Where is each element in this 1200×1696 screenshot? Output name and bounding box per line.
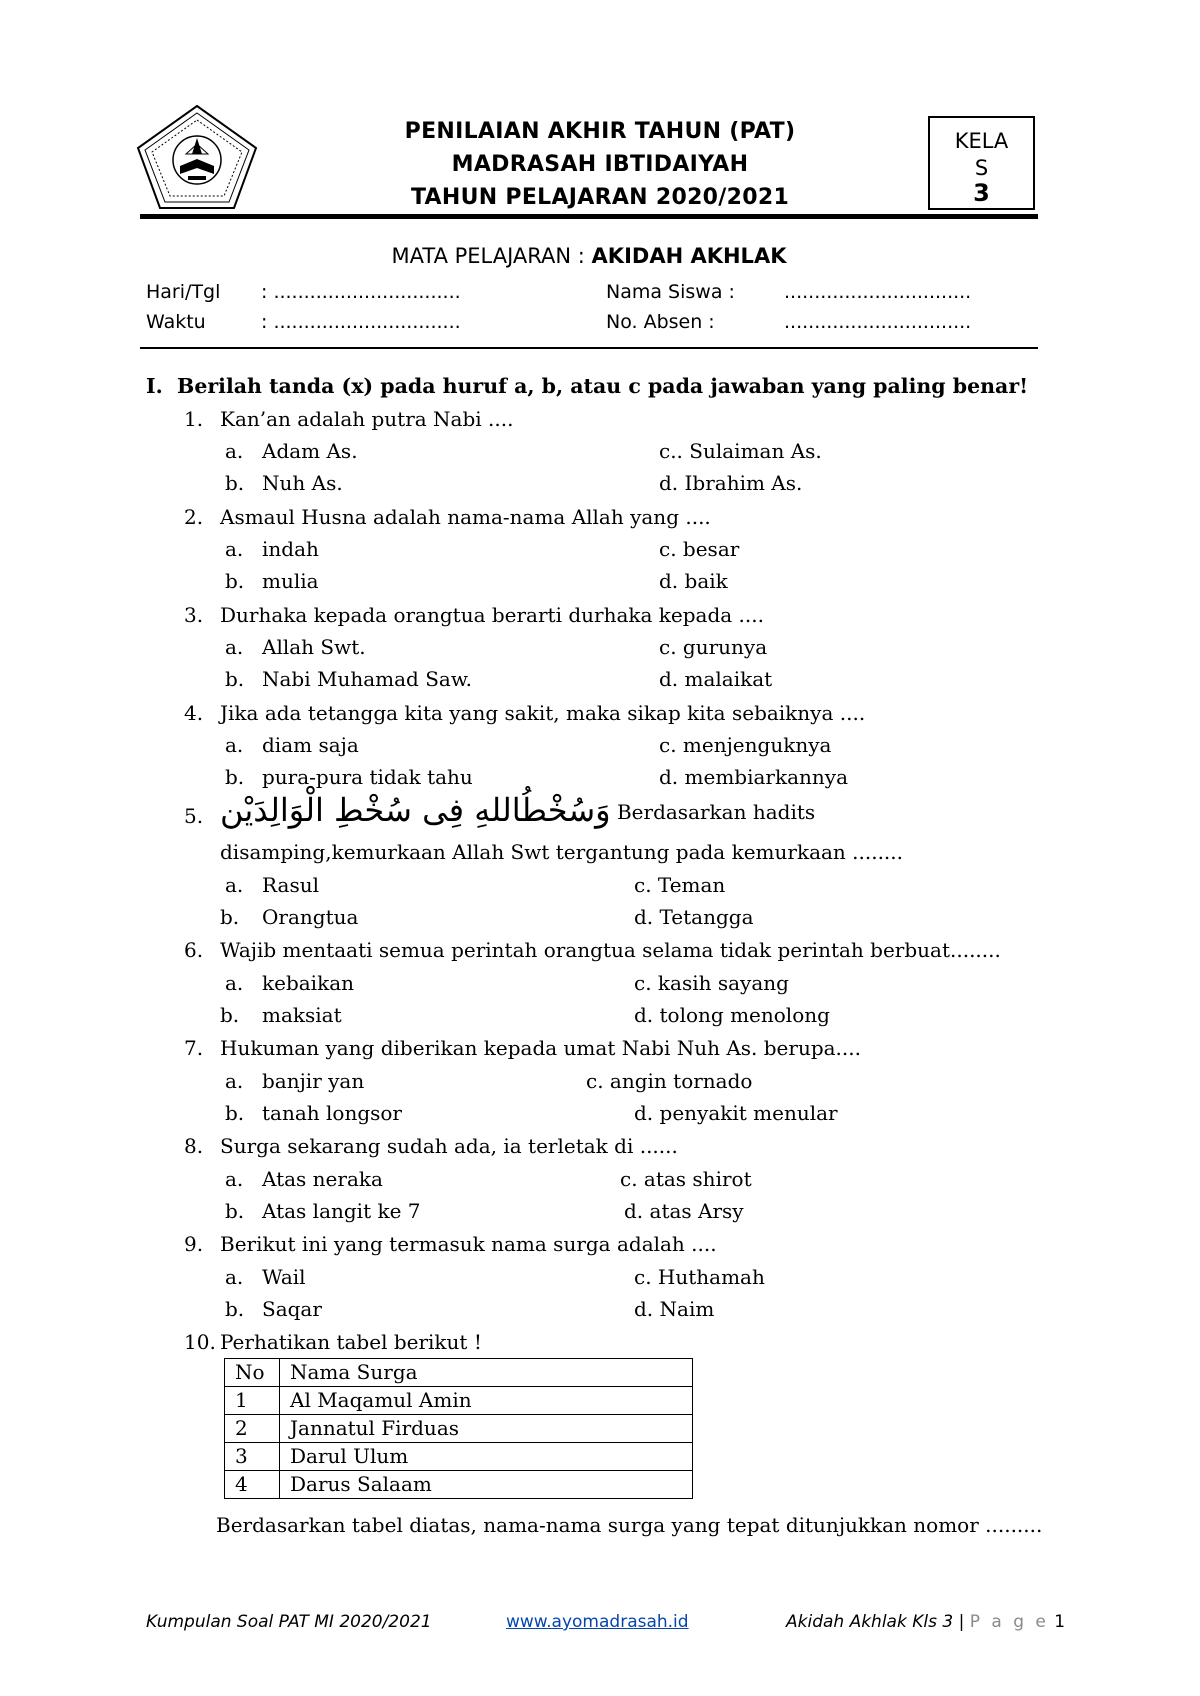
q7-num: 7. [184, 1036, 204, 1060]
q3-option-a[interactable]: Allah Swt. [262, 635, 366, 659]
q4-option-a[interactable]: diam saja [262, 733, 359, 757]
absen-label: No. Absen : [606, 311, 715, 333]
q5-text: Berdasarkan hadits [610, 800, 816, 824]
q6-option-b[interactable]: maksiat [262, 1003, 342, 1027]
q2-option-c[interactable]: c. besar [659, 537, 740, 561]
table-row [225, 1415, 693, 1443]
q4-num: 4. [184, 701, 204, 725]
q8-num: 8. [184, 1134, 204, 1158]
footer-page-word: P a g e [969, 1612, 1049, 1632]
q9-option-c[interactable]: c. Huthamah [634, 1265, 765, 1289]
absen-field[interactable]: ............................... [784, 311, 972, 333]
q5-option-c[interactable]: c. Teman [634, 873, 726, 897]
subject-value: AKIDAH AKHLAK [591, 244, 787, 268]
q1-option-c[interactable]: c.. Sulaiman As. [659, 439, 822, 463]
q2-text: Asmaul Husna adalah nama-nama Allah yang .... [220, 505, 711, 529]
q3-num: 3. [184, 603, 204, 627]
footer-link-wrap [506, 1612, 689, 1632]
hari-label: Hari/Tgl [146, 281, 221, 303]
q5-b-letter: b. [220, 905, 240, 929]
table-cell-no: 2 [225, 1415, 280, 1443]
q8-option-b[interactable]: Atas langit ke 7 [262, 1199, 421, 1223]
q6-a-letter: a. [225, 971, 244, 995]
header-divider-thin [140, 218, 1038, 219]
table-cell-no: 3 [225, 1443, 280, 1471]
q3-text: Durhaka kepada orangtua berarti durhaka kepada .... [220, 603, 764, 627]
title-line-1: PENILAIAN AKHIR TAHUN (PAT) [404, 119, 796, 144]
table-cell-nama: Al Maqamul Amin [280, 1387, 693, 1415]
q3-b-letter: b. [225, 667, 245, 691]
q4-a-letter: a. [225, 733, 244, 757]
q7-option-a[interactable]: banjir yan [262, 1069, 365, 1093]
info-absen [606, 307, 971, 337]
q9-a-letter: a. [225, 1265, 244, 1289]
q2-option-a[interactable]: indah [262, 537, 319, 561]
table-row [225, 1387, 693, 1415]
exam-title [320, 115, 880, 214]
q1-option-b[interactable]: Nuh As. [262, 471, 343, 495]
footer-website-link[interactable]: www.ayomadrasah.id [506, 1612, 689, 1632]
table-header-row [225, 1359, 693, 1387]
q6-option-a[interactable]: kebaikan [262, 971, 355, 995]
q5-stem [220, 791, 816, 829]
q9-option-b[interactable]: Saqar [262, 1297, 322, 1321]
q2-option-b[interactable]: mulia [262, 569, 319, 593]
q9-num: 9. [184, 1232, 204, 1256]
q8-text: Surga sekarang sudah ada, ia terletak di ...... [220, 1134, 678, 1158]
kelas-box [928, 116, 1035, 210]
q8-option-a[interactable]: Atas neraka [262, 1167, 383, 1191]
title-line-3: TAHUN PELAJARAN 2020/2021 [410, 185, 790, 210]
section-instruction [146, 370, 1028, 402]
q2-option-d[interactable]: d. baik [659, 569, 728, 593]
q10-text: Perhatikan tabel berikut ! [220, 1330, 482, 1354]
q1-text: Kan’an adalah putra Nabi .... [220, 407, 514, 431]
table-cell-no: 1 [225, 1387, 280, 1415]
q7-b-letter: b. [225, 1101, 245, 1125]
table-cell-no: 4 [225, 1471, 280, 1499]
footer-page-number: 1 [1054, 1612, 1066, 1632]
q6-text: Wajib mentaati semua perintah orangtua selama tidak perintah berbuat........ [220, 938, 1001, 962]
q4-text: Jika ada tetangga kita yang sakit, maka sikap kita sebaiknya .... [220, 701, 866, 725]
q5-option-b[interactable]: Orangtua [262, 905, 359, 929]
q4-option-d[interactable]: d. membiarkannya [659, 765, 848, 789]
madrasah-logo [134, 104, 260, 212]
kelas-number: 3 [973, 179, 990, 207]
q5-num: 5. [184, 804, 204, 828]
q5-a-letter: a. [225, 873, 244, 897]
info-hari [146, 277, 461, 307]
q1-num: 1. [184, 407, 204, 431]
q6-option-d[interactable]: d. tolong menolong [634, 1003, 830, 1027]
surga-table [224, 1358, 693, 1499]
q5-option-a[interactable]: Rasul [262, 873, 319, 897]
q4-option-b[interactable]: pura-pura tidak tahu [262, 765, 473, 789]
table-cell-nama: Darus Salaam [280, 1471, 693, 1499]
footer-subject: Akidah Akhlak Kls 3 [786, 1612, 954, 1632]
info-waktu [146, 307, 461, 337]
q1-option-d[interactable]: d. Ibrahim As. [659, 471, 803, 495]
table-row [225, 1443, 693, 1471]
q7-option-c[interactable]: c. angin tornado [586, 1069, 753, 1093]
q10-question: Berdasarkan tabel diatas, nama-nama surga yang tepat ditunjukkan nomor ......... [216, 1513, 1043, 1537]
section-text: Berilah tanda (x) pada huruf a, b, atau c pada jawaban yang paling benar! [177, 374, 1029, 398]
footer-separator: | [953, 1612, 970, 1632]
q1-option-a[interactable]: Adam As. [262, 439, 358, 463]
q6-option-c[interactable]: c. kasih sayang [634, 971, 789, 995]
table-cell-nama: Jannatul Firduas [280, 1415, 693, 1443]
q7-a-letter: a. [225, 1069, 244, 1093]
q6-num: 6. [184, 938, 204, 962]
q9-text: Berikut ini yang termasuk nama surga adalah .... [220, 1232, 717, 1256]
q9-b-letter: b. [225, 1297, 245, 1321]
q3-option-b[interactable]: Nabi Muhamad Saw. [262, 667, 472, 691]
nama-label: Nama Siswa : [606, 281, 735, 303]
q8-a-letter: a. [225, 1167, 244, 1191]
info-divider [140, 347, 1038, 349]
table-header-nama: Nama Surga [280, 1359, 693, 1387]
q5-arabic-text: وَسُخْطُاللهِ فِى سُخْطِ الْوَالِدَيْن [220, 791, 611, 829]
q4-option-c[interactable]: c. menjenguknya [659, 733, 832, 757]
q8-option-c[interactable]: c. atas shirot [620, 1167, 752, 1191]
waktu-label: Waktu [146, 311, 206, 333]
q7-text: Hukuman yang diberikan kepada umat Nabi Nuh As. berupa.... [220, 1036, 861, 1060]
q3-option-c[interactable]: c. gurunya [659, 635, 768, 659]
subject-line [140, 244, 1038, 268]
kelas-label-1: KELA [954, 129, 1009, 153]
info-nama [606, 277, 971, 307]
footer-right [786, 1612, 1065, 1632]
q9-option-d[interactable]: d. Naim [634, 1297, 715, 1321]
q8-option-d[interactable]: d. atas Arsy [624, 1199, 744, 1223]
q8-b-letter: b. [225, 1199, 245, 1223]
q5-text-2: disamping,kemurkaan Allah Swt tergantung pada kemurkaan ........ [220, 840, 904, 864]
subject-label: MATA PELAJARAN : [391, 244, 592, 268]
table-row [225, 1471, 693, 1499]
q7-option-b[interactable]: tanah longsor [262, 1101, 402, 1125]
kelas-label-2: S [974, 156, 989, 180]
nama-field[interactable]: ............................... [784, 281, 972, 303]
q1-a-letter: a. [225, 439, 244, 463]
q6-b-letter: b. [220, 1003, 240, 1027]
q1-b-letter: b. [225, 471, 245, 495]
q2-a-letter: a. [225, 537, 244, 561]
q4-b-letter: b. [225, 765, 245, 789]
q2-b-letter: b. [225, 569, 245, 593]
waktu-field[interactable]: : ............................... [261, 311, 461, 333]
hari-field[interactable]: : ............................... [261, 281, 461, 303]
title-line-2: MADRASAH IBTIDAIYAH [451, 152, 749, 177]
section-number: I. [146, 374, 163, 398]
table-cell-nama: Darul Ulum [280, 1443, 693, 1471]
q9-option-a[interactable]: Wail [262, 1265, 306, 1289]
table-header-no: No [225, 1359, 280, 1387]
q3-a-letter: a. [225, 635, 244, 659]
footer-left: Kumpulan Soal PAT MI 2020/2021 [146, 1612, 432, 1632]
q3-option-d[interactable]: d. malaikat [659, 667, 773, 691]
q2-num: 2. [184, 505, 204, 529]
q7-option-d[interactable]: d. penyakit menular [634, 1101, 838, 1125]
q10-num: 10. [184, 1330, 216, 1354]
q5-option-d[interactable]: d. Tetangga [634, 905, 754, 929]
